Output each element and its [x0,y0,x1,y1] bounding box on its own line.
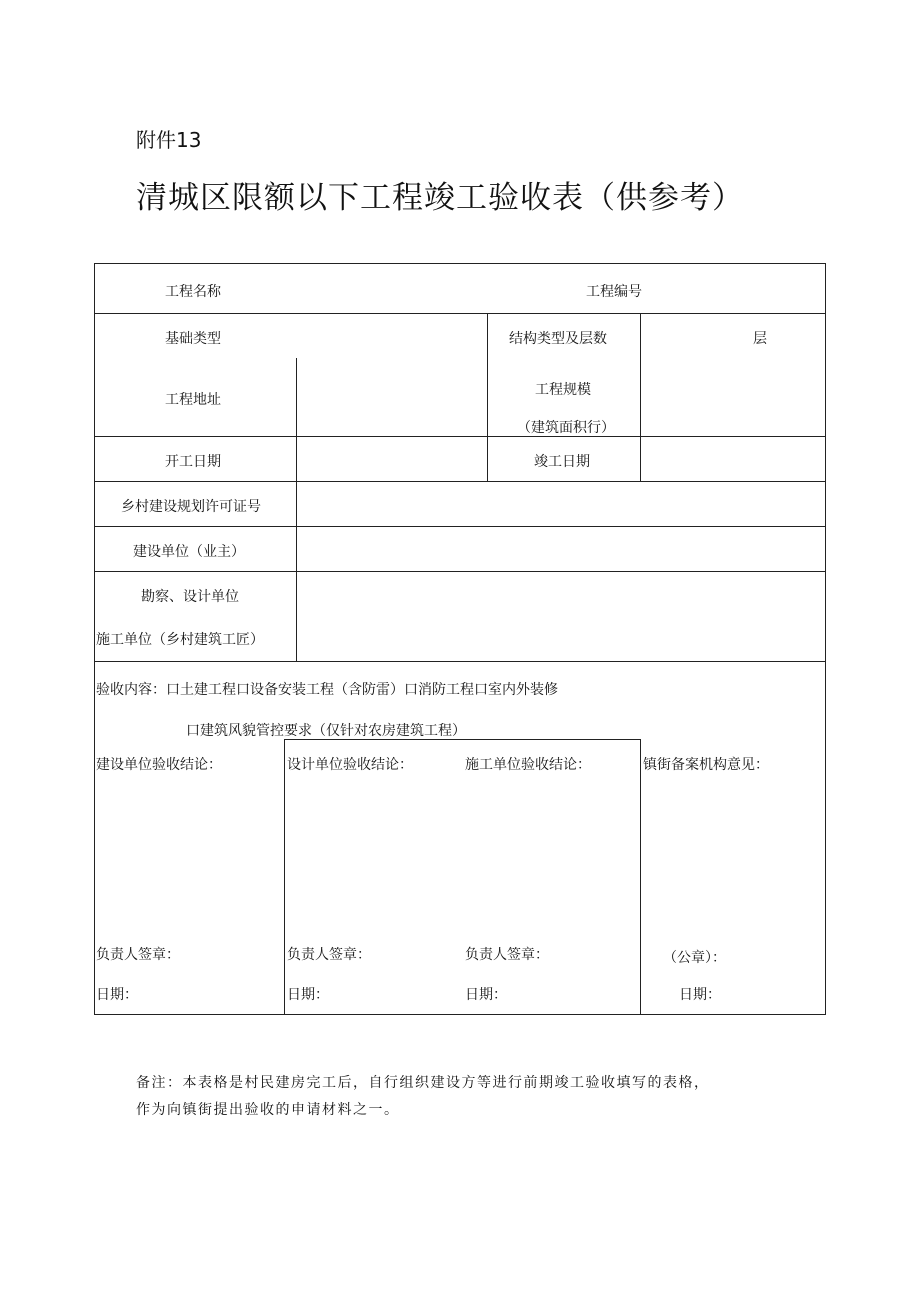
town-filing-opinion-label: 镇街备案机构意见： [643,757,769,773]
start-date-label: 开工日期 [165,454,221,470]
design-unit-conclusion-label: 设计单位验收结论： [287,757,413,773]
builder-unit-label: 施工单位（乡村建筑工匠） [96,632,264,648]
note-line-2: 作为向镇街提出验收的申请材料之一。 [136,1102,400,1118]
survey-design-unit-label: 勘察、设计单位 [141,589,239,605]
design-unit-sign-label: 负责人签章： [287,947,371,963]
page-title: 清城区限额以下工程竣工验收表（供参考） [136,180,744,216]
project-address-label: 工程地址 [165,392,221,408]
builder-unit-conclusion-label: 施工单位验收结论： [465,757,591,773]
note-line-1: 备注：本表格是村民建房完工后，自行组织建设方等进行前期竣工验收填写的表格， [136,1075,710,1091]
project-number-label: 工程编号 [586,284,642,300]
inspection-content-line1: 验收内容：口土建工程口设备安装工程（含防雷）口消防工程口室内外装修 [96,682,558,698]
floors-label: 层 [753,331,767,347]
town-filing-date-label: 日期： [679,987,721,1003]
construction-unit-label: 建设单位（业主） [133,544,245,560]
building-area-label: （建筑面积行） [517,420,615,436]
annex-label: 附件13 [136,128,202,152]
construction-unit-conclusion-label: 建设单位验收结论： [96,757,222,773]
project-name-label: 工程名称 [165,284,221,300]
official-seal-label: （公章）： [663,950,726,966]
inspection-content-line2: 口建筑风貌管控要求（仅针对农房建筑工程） [186,723,466,739]
construction-unit-date-label: 日期： [96,987,138,1003]
builder-unit-sign-label: 负责人签章： [465,947,549,963]
permit-number-label: 乡村建设规划许可证号 [121,499,261,515]
foundation-type-label: 基础类型 [165,331,221,347]
structure-type-label: 结构类型及层数 [509,331,607,347]
construction-unit-sign-label: 负责人签章： [96,947,180,963]
completion-date-label: 竣工日期 [534,454,590,470]
builder-unit-date-label: 日期： [465,987,507,1003]
design-unit-date-label: 日期： [287,987,329,1003]
project-scale-label: 工程规模 [535,382,591,398]
